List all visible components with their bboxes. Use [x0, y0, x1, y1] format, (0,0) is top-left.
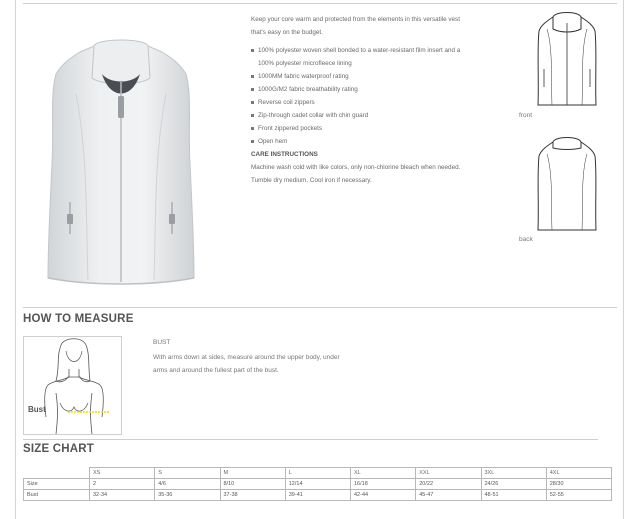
description-intro: Keep your core warm and protected from the elements in this versatile vest that's easy on the budget. [251, 16, 460, 36]
size-header-cell: 4XL [546, 468, 611, 479]
size-chart-heading: SIZE CHART [23, 443, 94, 455]
table-cell: 37-38 [220, 490, 285, 501]
how-to-measure-heading: HOW TO MEASURE [23, 313, 134, 325]
vest-front-sketch [533, 9, 601, 109]
feature-list [251, 44, 471, 148]
table-cell: 32-34 [90, 490, 155, 501]
table-cell: 28/30 [546, 479, 611, 490]
table-cell: 48-51 [481, 490, 546, 501]
care-text: Machine wash cold with like colors, only non-chlorine bleach when needed. Tumble dry medium. Cool iron if necessary. [251, 164, 461, 184]
size-header-cell: XL [351, 468, 416, 479]
feature-item: 1000MM fabric waterproof rating [251, 70, 471, 83]
vest-back-sketch [533, 134, 601, 234]
feature-item: Reverse coil zippers [251, 96, 471, 109]
back-label: back [519, 236, 533, 243]
row-label-cell: Bust [24, 490, 90, 501]
table-corner-cell [24, 468, 90, 479]
table-cell: 2 [90, 479, 155, 490]
vest-product-photo [40, 34, 202, 286]
section-divider [23, 439, 598, 440]
table-cell: 39-41 [285, 490, 350, 501]
table-cell: 16/18 [351, 479, 416, 490]
table-row [24, 490, 612, 501]
table-cell: 24/26 [481, 479, 546, 490]
size-header-cell: XXL [416, 468, 481, 479]
feature-item: Zip-through cadet collar with chin guard [251, 109, 471, 122]
table-cell: 42-44 [351, 490, 416, 501]
bust-instructions: With arms down at sides, measure around the upper body, under arms and around the fullest part of the bust. [153, 354, 340, 374]
feature-item: Open hem [251, 135, 471, 148]
section-divider [23, 307, 617, 308]
size-chart-table [23, 467, 612, 501]
feature-item: 1000G/M2 fabric breathability rating [251, 83, 471, 96]
size-header-cell: 3XL [481, 468, 546, 479]
product-description [251, 13, 471, 187]
size-header-cell: M [220, 468, 285, 479]
care-heading: CARE INSTRUCTIONS [251, 151, 318, 158]
bust-figure-label: Bust [28, 405, 46, 414]
female-figure-illustration [24, 337, 121, 434]
table-cell: 12/14 [285, 479, 350, 490]
table-cell: 35-36 [155, 490, 220, 501]
table-row [24, 479, 612, 490]
table-cell: 8/10 [220, 479, 285, 490]
front-label: front [519, 112, 533, 119]
table-cell: 4/6 [155, 479, 220, 490]
table-row [24, 468, 612, 479]
top-divider [23, 3, 617, 4]
size-header-cell: XS [90, 468, 155, 479]
table-cell: 52-55 [546, 490, 611, 501]
measure-figure-box [23, 336, 122, 435]
bust-title: BUST [153, 339, 171, 346]
table-cell: 20/22 [416, 479, 481, 490]
row-label-cell: Size [24, 479, 90, 490]
size-header-cell: S [155, 468, 220, 479]
table-cell: 45-47 [416, 490, 481, 501]
feature-item: Front zippered pockets [251, 122, 471, 135]
feature-item: 100% polyester woven shell bonded to a water-resistant film insert and a 100% polyester microfleece lining [251, 44, 471, 70]
size-header-cell: L [285, 468, 350, 479]
